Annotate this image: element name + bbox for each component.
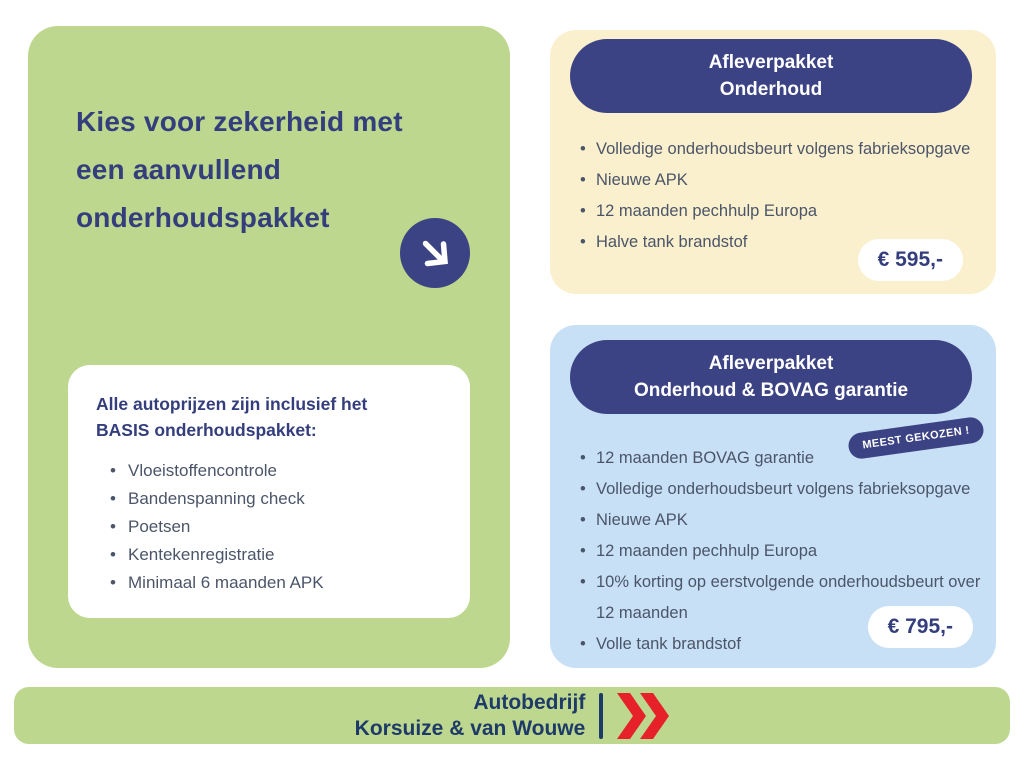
list-item: • 12 maanden pechhulp Europa [596,536,982,567]
list-item: • Nieuwe APK [596,165,982,196]
list-item: • Kentekenregistratie [128,541,446,569]
list-item: • 10% korting op eerstvolgende onderhoudsbeurt over 12 maanden [596,567,988,629]
list-item: • Bandenspanning check [128,485,446,513]
arrow-circle [400,218,470,288]
double-chevron-icon [617,693,669,739]
list-item: • 12 maanden pechhulp Europa [596,196,982,227]
package-card-bovag [550,325,996,668]
promo-panel [28,26,510,668]
basis-package-card [68,365,470,618]
list-item: • Poetsen [128,513,446,541]
package-title-line2: Onderhoud & BOVAG garantie [633,380,909,401]
package-title-line1: Afleverpakket [708,353,834,374]
package-card-onderhoud [550,30,996,294]
list-item: • Minimaal 6 maanden APK [128,569,446,597]
company-name-line1: Autobedrijf [473,690,586,714]
list-item: • Nieuwe APK [596,505,982,536]
package-title-line2: Onderhoud [719,79,823,100]
company-name [355,690,586,742]
price-badge: € 795,- [868,606,973,648]
basis-heading [96,391,446,443]
package-title [570,340,972,414]
divider [599,693,603,739]
list-item: • Volledige onderhoudsbeurt volgens fabrieksopgave [596,474,982,505]
footer-bar [14,687,1010,744]
meest-gekozen-badge: MEEST GEKOZEN ! [847,416,985,461]
headline: Kies voor zekerheid met een aanvullend onderhoudspakket [76,106,403,233]
basis-heading-line1: Alle autoprijzen zijn inclusief het [96,394,368,414]
company-name-line2: Korsuize & van Wouwe [354,716,586,740]
basis-heading-line2: BASIS onderhoudspakket: [96,420,317,440]
list-item: • Volledige onderhoudsbeurt volgens fabrieksopgave [596,134,982,165]
list-item: • Vloeistoffencontrole [128,457,446,485]
list-item: • Halve tank brandstof [596,227,982,258]
basis-list [96,457,446,597]
list-item: • 12 maanden BOVAG garantie [596,443,982,474]
list-item: • Volle tank brandstof [596,629,982,660]
arrow-down-right-icon [415,233,455,273]
package-title [570,39,972,113]
package-title-line1: Afleverpakket [708,52,834,73]
price-badge: € 595,- [858,239,963,281]
